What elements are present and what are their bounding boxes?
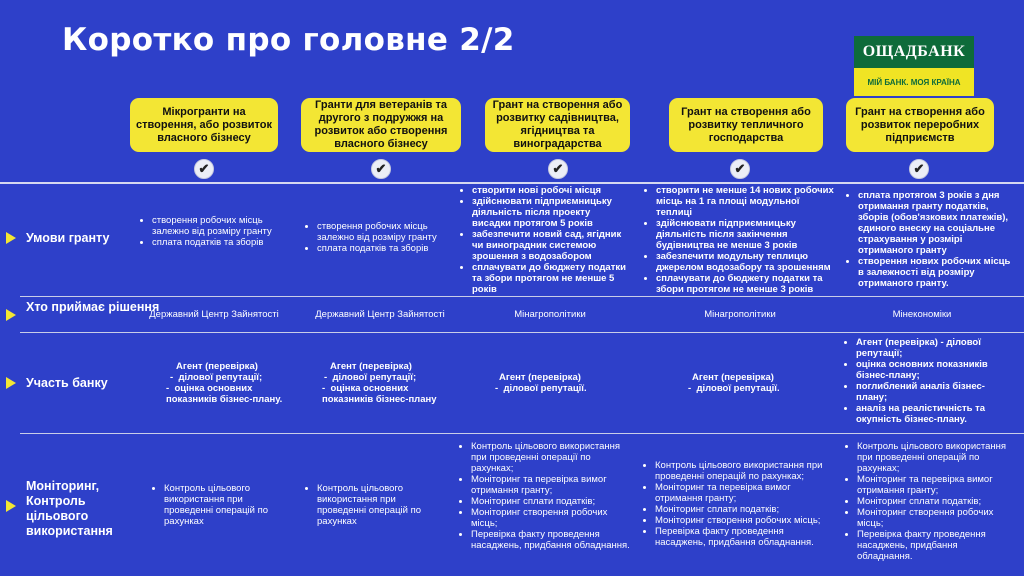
- conditions-cell-1: [140, 215, 290, 248]
- monitoring-cell-1: [152, 483, 292, 527]
- list-item: • Перевірка факту проведення насаджень, придбання обладнання.: [471, 529, 631, 551]
- list-item: • поглиблений аналіз бізнес-плану;: [856, 381, 1014, 403]
- list-item: • сплата податків та зборів: [317, 243, 455, 254]
- list-item: • створити не менше 14 нових робочих місць на 1 га площі модульної теплиці: [656, 185, 834, 218]
- monitoring-cell-5: [845, 441, 1015, 562]
- list-item: • Контроль цільового використання при проведенні операцій по рахунках: [317, 483, 445, 527]
- list-item: • здійснювати підприємницьку діяльність після проекту висадки протягом 5 років: [472, 196, 630, 229]
- list-item: • Контроль цільового використання при проведенні операцій по рахунках;: [857, 441, 1015, 474]
- list-item: • Моніторинг та перевірка вимог отримання гранту;: [655, 482, 833, 504]
- monitoring-cell-4: [643, 460, 833, 548]
- list-item: • Перевірка факту проведення насаджень, придбання обладнання.: [857, 529, 1015, 562]
- dash-item: - ділової репутації;: [170, 372, 263, 383]
- list-item: • Контроль цільового використання при проведенні операцій по рахунках;: [655, 460, 833, 482]
- bank-item: ділової репутації;: [178, 372, 263, 383]
- bank-item: ділової репутації.: [503, 383, 587, 394]
- bank-item: оцінка основних показників бізнес-плану: [322, 383, 437, 405]
- list-item: • аналіз на реалістичність та окупність бізнес-плану.: [856, 403, 1014, 425]
- column-header-microgrants: Мікрогранти на створення, або розвиток власного бізнесу: [130, 98, 278, 152]
- list-item: • Перевірка факту проведення насаджень, придбання обладнання.: [655, 526, 833, 548]
- column-header-veterans: Гранти для ветеранів та другого з подружжя на розвиток або створення власного бізнесу: [301, 98, 461, 152]
- column-header-greenhouse: Грант на створення або розвитку тепличного господарства: [669, 98, 823, 152]
- page-title: Коротко про головне 2/2: [62, 22, 515, 58]
- decision-cell-3: Мінагрополітики: [514, 309, 586, 320]
- conditions-cell-4: [644, 185, 834, 295]
- checkmark-icon: ✔: [909, 159, 929, 179]
- list-item: • здійснювати підприємницьку діяльність після закінчення будівництва не менше 3 років: [656, 218, 834, 251]
- triangle-right-icon: [6, 377, 16, 389]
- conditions-cell-3: [460, 185, 630, 295]
- list-item: • створення робочих місць залежно від розміру гранту: [317, 221, 455, 243]
- conditions-cell-5: [846, 190, 1016, 289]
- list-item: • Моніторинг та перевірка вимог отримання гранту;: [471, 474, 631, 496]
- decision-cell-2: Державний Центр Зайнятості: [315, 309, 445, 320]
- triangle-right-icon: [6, 309, 16, 321]
- decision-cell-1: Державний Центр Зайнятості: [149, 309, 279, 320]
- list-item: • Моніторинг створення робочих місць;: [655, 515, 833, 526]
- row-divider: [20, 332, 1024, 333]
- list-item: • Моніторинг сплати податків;: [471, 496, 631, 507]
- triangle-right-icon: [6, 500, 16, 512]
- bank-cell-4: [688, 372, 818, 394]
- dash-item: - оцінка основних показників бізнес-плану.: [166, 383, 283, 405]
- checkmark-icon: ✔: [371, 159, 391, 179]
- bank-agent-label: Агент (перевірка): [499, 372, 581, 383]
- header-divider: [0, 182, 1024, 184]
- column-header-gardening: Грант на створення або розвитку садівництва, ягідництва та виноградарства: [485, 98, 630, 152]
- conditions-cell-2: [305, 221, 455, 254]
- row-label-bank: Участь банку: [26, 376, 108, 390]
- list-item: • Контроль цільового використання при проведенні операції по рахунках;: [471, 441, 631, 474]
- bank-logo: [854, 36, 974, 96]
- list-item: • сплачувати до бюджету податки та збори протягом не менше 3 років: [656, 273, 834, 295]
- list-item: • оцінка основних показників бізнес-плану;: [856, 359, 1014, 381]
- list-item: • створити нові робочі місця: [472, 185, 630, 196]
- list-item: • Агент (перевірка) - ділової репутації;: [856, 337, 1014, 359]
- dash-item: - ділової репутації;: [324, 372, 417, 383]
- bank-item: оцінка основних показників бізнес-плану.: [166, 383, 283, 405]
- logo-tagline: МІЙ БАНК. МОЯ КРАЇНА: [854, 68, 974, 96]
- list-item: • Моніторинг сплати податків;: [857, 496, 1015, 507]
- triangle-right-icon: [6, 232, 16, 244]
- list-item: • забезпечити новий сад, ягідник чи виноградник системою зрошення з водозабором: [472, 229, 630, 262]
- bank-agent-label: Агент (перевірка): [176, 361, 258, 372]
- list-item: • Моніторинг та перевірка вимог отримання гранту;: [857, 474, 1015, 496]
- bank-cell-2: [318, 361, 453, 405]
- list-item: • Моніторинг сплати податків;: [655, 504, 833, 515]
- monitoring-cell-3: [459, 441, 631, 551]
- dash-item: - оцінка основних показників бізнес-плану: [322, 383, 437, 405]
- row-label-decision: Хто приймає рішення: [26, 300, 160, 314]
- checkmark-icon: ✔: [730, 159, 750, 179]
- list-item: • сплачувати до бюджету податки та збори протягом не менше 5 років: [472, 262, 630, 295]
- dash-item: - ділової репутації.: [688, 383, 780, 394]
- row-divider: [20, 433, 1024, 434]
- checkmark-icon: ✔: [548, 159, 568, 179]
- column-header-processing: Грант на створення або розвиток переробних підприємств: [846, 98, 994, 152]
- list-item: • Контроль цільового використання при проведенні операцій по рахунках: [164, 483, 292, 527]
- bank-cell-1: [160, 361, 295, 405]
- bank-cell-5: [844, 337, 1014, 425]
- decision-cell-5: Мінекономіки: [892, 309, 952, 320]
- bank-agent-label: Агент (перевірка): [330, 361, 412, 372]
- list-item: • сплата протягом 3 років з дня отримання гранту податків, зборів (обов'язкових платежів), єдиного внеску на соціальне страхування у розмірі отриманого гранту: [858, 190, 1016, 256]
- logo-name: ОЩАДБАНК: [854, 36, 974, 68]
- list-item: • Моніторинг створення робочих місць;: [857, 507, 1015, 529]
- row-label-conditions: Умови гранту: [26, 231, 110, 245]
- list-item: • забезпечити модульну теплицю джерелом водозабору та зрошенням: [656, 251, 834, 273]
- row-divider: [20, 296, 1024, 297]
- checkmark-icon: ✔: [194, 159, 214, 179]
- list-item: • Моніторинг створення робочих місць;: [471, 507, 631, 529]
- row-label-monitoring: Моніторинг, Контроль цільового використання: [26, 479, 113, 538]
- decision-cell-4: Мінагрополітики: [704, 309, 776, 320]
- monitoring-cell-2: [305, 483, 445, 527]
- list-item: • створення нових робочих місць в залежності від розміру отриманого гранту.: [858, 256, 1016, 289]
- bank-cell-3: [495, 372, 625, 394]
- bank-agent-label: Агент (перевірка): [692, 372, 774, 383]
- dash-item: - ділової репутації.: [495, 383, 587, 394]
- list-item: • сплата податків та зборів: [152, 237, 290, 248]
- list-item: • створення робочих місць залежно від розміру гранту: [152, 215, 290, 237]
- bank-item: ділової репутації;: [332, 372, 417, 383]
- bank-item: ділової репутації.: [696, 383, 780, 394]
